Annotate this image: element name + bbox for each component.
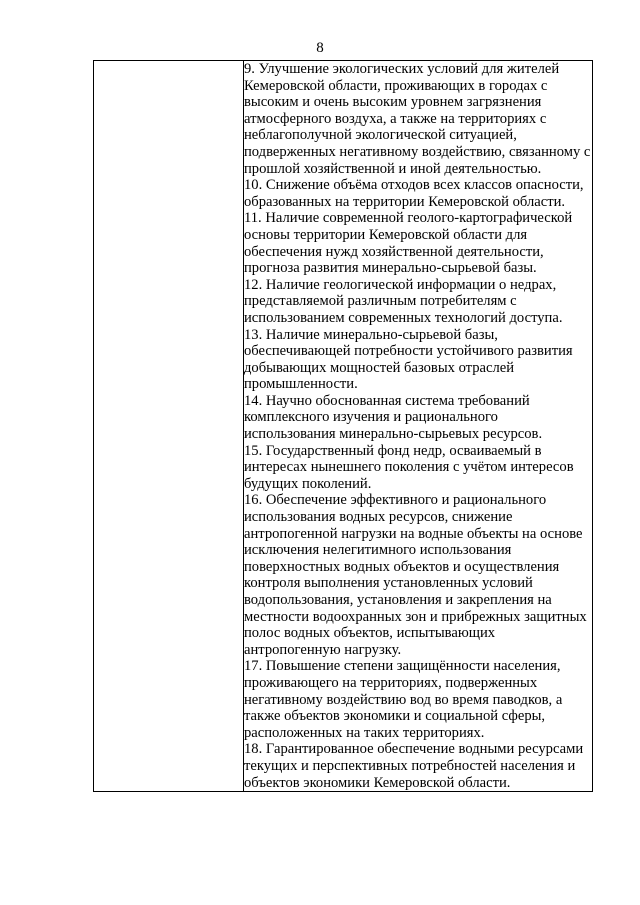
list-item-12: 12. Наличие геологической информации о недрах, представляемой различным потребителям с использованием современных технологий доступа. — [244, 276, 563, 326]
list-item-11: 11. Наличие современной геолого-картографической основы территории Кемеровской области для обеспечения нужд хозяйственной деятельности, прогноза развития минерально-сырьевой базы. — [244, 210, 573, 277]
list-item-13: 13. Наличие минерально-сырьевой базы, обеспечивающей потребности устойчивого развития добывающих мощностей базовых отраслей промышленности. — [244, 326, 573, 393]
empty-left-cell — [94, 61, 244, 792]
list-item-9: 9. Улучшение экологических условий для жителей Кемеровской области, проживающих в городах с высоким и очень высоким уровнем загрязнения атмосферного воздуха, а также на территориях с неблагополучной экологической ситуацией, подверженных негативному воздействию, связанному с прошлой хозяйственной и иной деятельностью. — [244, 61, 591, 177]
table-row — [94, 61, 593, 792]
list-item-10: 10. Снижение объёма отходов всех классов опасности, образованных на территории Кемеровской области. — [244, 177, 584, 210]
list-item-14: 14. Научно обоснованная система требований комплексного изучения и рационального использования минерально-сырьевых ресурсов. — [244, 392, 543, 443]
expected-results-cell — [244, 61, 593, 792]
list-item-17: 17. Повышение степени защищённости населения, проживающего на территориях, подверженных негативному воздействию вод во время паводков, а также объектов экономики и социальной сферы, расположенных на таких территориях. — [244, 658, 563, 741]
list-item-18: 18. Гарантированное обеспечение водными ресурсами текущих и перспективных потребностей населения и объектов экономики Кемеровской области. — [244, 741, 584, 791]
page-number: 8 — [316, 40, 324, 56]
list-item-15: 15. Государственный фонд недр, осваиваемый в интересах нынешнего поколения с учётом интересов будущих поколений. — [244, 442, 574, 492]
content-table — [93, 60, 593, 792]
list-item-16: 16. Обеспечение эффективного и рационального использования водных ресурсов, снижение антропогенной нагрузки на водные объекты на основе исключения нелегитимного использования поверхностных водных объектов и осуществления контроля выполнения установленных условий водопользования, установления и закрепления на местности водоохранных зон и прибрежных защитных полос водных объектов, испытывающих антропогенную нагрузку. — [244, 492, 587, 658]
